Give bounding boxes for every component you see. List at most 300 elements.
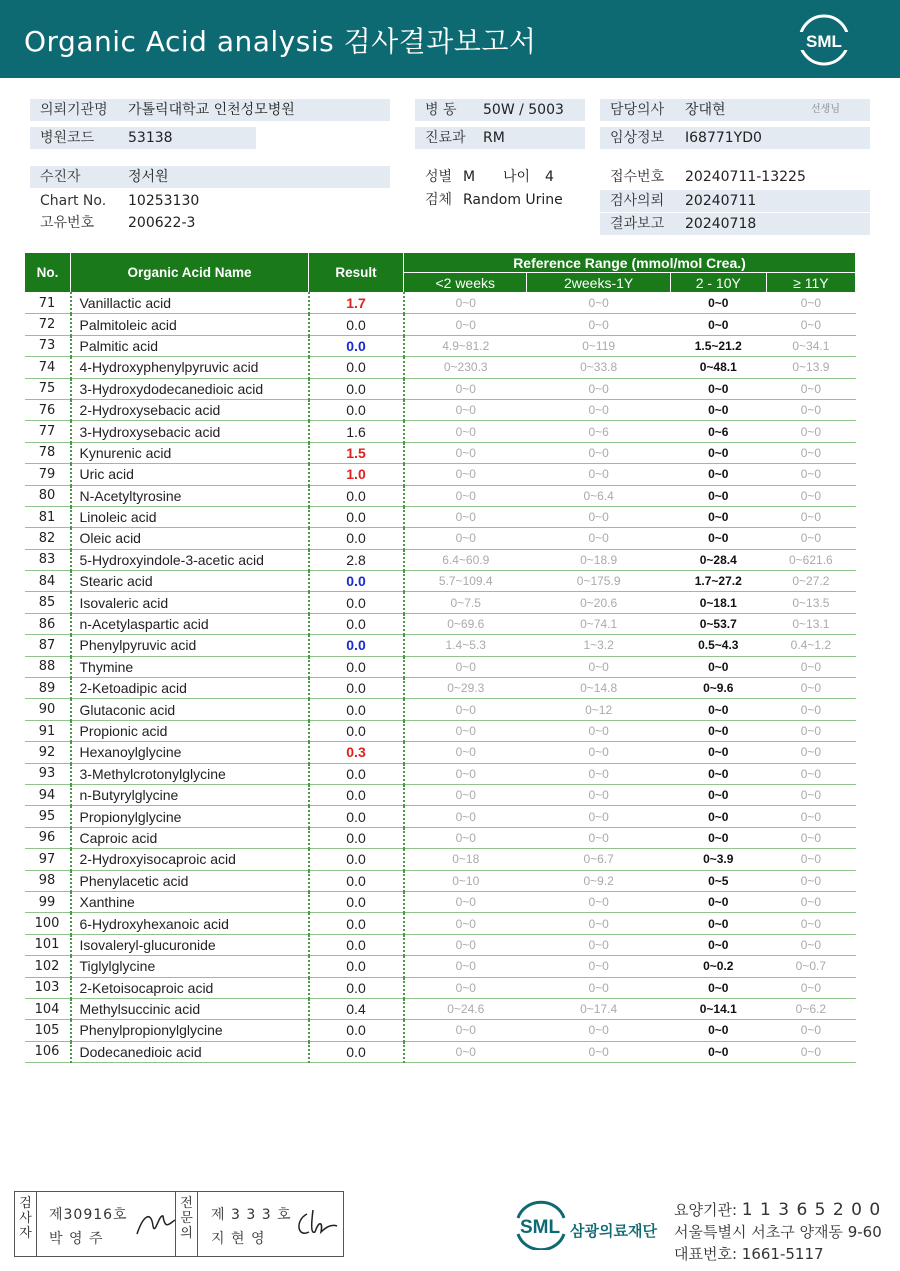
- row-no: 94: [25, 784, 71, 805]
- row-acid-name: Dodecanedioic acid: [71, 1041, 309, 1062]
- sex-age-row: 성별 M 나이 4: [415, 166, 585, 188]
- report-header: [0, 0, 900, 78]
- table-row: [25, 442, 856, 463]
- row-no: 72: [25, 314, 71, 335]
- row-no: 103: [25, 977, 71, 998]
- ref-under-2-weeks: 0~0: [404, 934, 527, 955]
- ref-2weeks-1y: 0~0: [527, 1041, 670, 1062]
- ref-11y-plus: 0~0: [766, 678, 855, 699]
- specimen-row: 검체 Random Urine: [415, 189, 585, 211]
- row-acid-name: Propionic acid: [71, 720, 309, 741]
- table-row: [25, 1041, 856, 1062]
- tester-label: 검 사 자: [15, 1192, 37, 1256]
- ref-2weeks-1y: 0~0: [527, 442, 670, 463]
- row-result: 0.0: [309, 485, 404, 506]
- row-no: 79: [25, 464, 71, 485]
- row-result: 0.0: [309, 1020, 404, 1041]
- ref-11y-plus: 0~0: [766, 378, 855, 399]
- hospital-code-row: 병원코드 53138: [30, 127, 256, 149]
- patient-name: 정서원: [128, 169, 169, 185]
- ref-under-2-weeks: 0~0: [404, 528, 527, 549]
- ref-2-10y: 0~0: [670, 378, 766, 399]
- ref-2weeks-1y: 0~0: [527, 720, 670, 741]
- ref-under-2-weeks: 0~10: [404, 870, 527, 891]
- ref-under-2-weeks: 0~0: [404, 293, 527, 314]
- ref-2-10y: 0~0: [670, 742, 766, 763]
- row-no: 76: [25, 399, 71, 420]
- doctor-row: 담당의사 장대현 선생님: [600, 99, 870, 121]
- row-no: 91: [25, 720, 71, 741]
- signature-box: [14, 1191, 344, 1257]
- ref-2weeks-1y: 0~0: [527, 913, 670, 934]
- ref-11y-plus: 0~34.1: [766, 335, 855, 356]
- table-row: [25, 635, 856, 656]
- row-no: 97: [25, 849, 71, 870]
- row-acid-name: Oleic acid: [71, 528, 309, 549]
- dept-value: RM: [483, 130, 505, 146]
- row-result: 0.0: [309, 806, 404, 827]
- ref-11y-plus: 0~0: [766, 399, 855, 420]
- col-reference-range: Reference Range (mmol/mol Crea.): [404, 253, 856, 273]
- ref-2-10y: 1.5~21.2: [670, 335, 766, 356]
- chart-number: 10253130: [128, 193, 200, 209]
- ref-under-2-weeks: 0~0: [404, 956, 527, 977]
- row-no: 78: [25, 442, 71, 463]
- row-result: 1.7: [309, 293, 404, 314]
- ref-under-2-weeks: 0~0: [404, 1020, 527, 1041]
- row-result: 2.8: [309, 549, 404, 570]
- col-2weeks-1y: 2weeks-1Y: [527, 273, 670, 293]
- row-acid-name: 5-Hydroxyindole-3-acetic acid: [71, 549, 309, 570]
- ref-2-10y: 0~5: [670, 870, 766, 891]
- row-acid-name: n-Butyrylglycine: [71, 784, 309, 805]
- ref-2-10y: 0~6: [670, 421, 766, 442]
- ref-2weeks-1y: 0~0: [527, 977, 670, 998]
- ref-11y-plus: 0~0: [766, 913, 855, 934]
- row-acid-name: Xanthine: [71, 891, 309, 912]
- row-result: 0.0: [309, 335, 404, 356]
- ref-11y-plus: 0~0: [766, 784, 855, 805]
- row-result: 0.0: [309, 784, 404, 805]
- row-no: 106: [25, 1041, 71, 1062]
- col-no: No.: [25, 253, 71, 293]
- ref-under-2-weeks: 0~0: [404, 442, 527, 463]
- specialist-license: 제 3 3 3 호: [211, 1207, 292, 1223]
- ref-2-10y: 0~0: [670, 934, 766, 955]
- org-name: 삼광의료재단: [570, 1222, 657, 1240]
- row-no: 80: [25, 485, 71, 506]
- tester-license: 제30916호: [49, 1207, 128, 1223]
- ref-2weeks-1y: 0~0: [527, 784, 670, 805]
- ref-2weeks-1y: 0~0: [527, 656, 670, 677]
- row-acid-name: Caproic acid: [71, 827, 309, 848]
- row-acid-name: Phenylpyruvic acid: [71, 635, 309, 656]
- ref-under-2-weeks: 0~0: [404, 977, 527, 998]
- row-result: 0.0: [309, 699, 404, 720]
- table-row: [25, 528, 856, 549]
- ref-under-2-weeks: 0~0: [404, 763, 527, 784]
- unique-number: 200622-3: [128, 215, 196, 231]
- ref-2-10y: 0~0: [670, 1020, 766, 1041]
- table-row: [25, 849, 856, 870]
- specimen-value: Random Urine: [463, 192, 563, 208]
- ref-under-2-weeks: 0~0: [404, 891, 527, 912]
- table-row: [25, 784, 856, 805]
- ref-11y-plus: 0~0: [766, 485, 855, 506]
- row-acid-name: Isovaleric acid: [71, 592, 309, 613]
- row-acid-name: Palmitoleic acid: [71, 314, 309, 335]
- table-row: [25, 763, 856, 784]
- row-acid-name: Vanillactic acid: [71, 293, 309, 314]
- row-no: 99: [25, 891, 71, 912]
- report-row: 결과보고 20240718: [600, 213, 870, 235]
- ref-2weeks-1y: 0~0: [527, 314, 670, 335]
- row-result: 0.0: [309, 977, 404, 998]
- ref-2weeks-1y: 0~0: [527, 506, 670, 527]
- ref-2-10y: 0~0: [670, 399, 766, 420]
- table-row: [25, 1020, 856, 1041]
- ref-11y-plus: 0~6.2: [766, 998, 855, 1019]
- sml-footer-logo-text: SML: [519, 1217, 561, 1238]
- receipt-number: 20240711-13225: [685, 169, 806, 185]
- table-row: [25, 592, 856, 613]
- ref-2-10y: 0~0: [670, 891, 766, 912]
- ref-2weeks-1y: 0~14.8: [527, 678, 670, 699]
- row-no: 89: [25, 678, 71, 699]
- ref-11y-plus: 0~0: [766, 977, 855, 998]
- ref-2weeks-1y: 0~0: [527, 763, 670, 784]
- org-address: 서울특별시 서초구 양재동 9-60: [674, 1223, 882, 1241]
- table-row: [25, 956, 856, 977]
- ref-2-10y: 0~0.2: [670, 956, 766, 977]
- ref-11y-plus: 0~0: [766, 827, 855, 848]
- ref-under-2-weeks: 6.4~60.9: [404, 549, 527, 570]
- row-result: 0.0: [309, 399, 404, 420]
- table-row: [25, 913, 856, 934]
- ref-under-2-weeks: 0~0: [404, 806, 527, 827]
- row-acid-name: Phenylpropionylglycine: [71, 1020, 309, 1041]
- row-no: 96: [25, 827, 71, 848]
- row-result: 0.0: [309, 763, 404, 784]
- row-result: 0.0: [309, 656, 404, 677]
- ref-2weeks-1y: 0~12: [527, 699, 670, 720]
- row-acid-name: 2-Ketoisocaproic acid: [71, 977, 309, 998]
- ref-2-10y: 0~3.9: [670, 849, 766, 870]
- row-no: 93: [25, 763, 71, 784]
- col-name: Organic Acid Name: [71, 253, 309, 293]
- table-row: [25, 421, 856, 442]
- ref-2-10y: 0~28.4: [670, 549, 766, 570]
- col-11y-plus: ≥ 11Y: [766, 273, 855, 293]
- ref-2-10y: 0~0: [670, 806, 766, 827]
- row-result: 0.0: [309, 571, 404, 592]
- ref-2weeks-1y: 0~0: [527, 464, 670, 485]
- ref-2-10y: 0~0: [670, 464, 766, 485]
- ref-11y-plus: 0~0: [766, 656, 855, 677]
- ref-under-2-weeks: 0~0: [404, 314, 527, 335]
- ward-row: 병 동 50W / 5003: [415, 99, 585, 121]
- ref-11y-plus: 0.4~1.2: [766, 635, 855, 656]
- row-result: 0.0: [309, 891, 404, 912]
- row-no: 71: [25, 293, 71, 314]
- ref-2-10y: 0.5~4.3: [670, 635, 766, 656]
- ref-2weeks-1y: 0~0: [527, 1020, 670, 1041]
- row-no: 100: [25, 913, 71, 934]
- row-result: 0.0: [309, 678, 404, 699]
- table-row: [25, 977, 856, 998]
- sml-logo-icon: [796, 12, 852, 68]
- row-result: 0.0: [309, 378, 404, 399]
- row-result: 0.0: [309, 934, 404, 955]
- report-title: Organic Acid analysis 검사결과보고서: [24, 25, 537, 58]
- chart-row: Chart No. 10253130: [30, 190, 390, 212]
- row-result: 0.0: [309, 720, 404, 741]
- table-row: [25, 806, 856, 827]
- row-result: 0.0: [309, 913, 404, 934]
- table-row: [25, 742, 856, 763]
- row-acid-name: Phenylacetic acid: [71, 870, 309, 891]
- ref-under-2-weeks: 0~0: [404, 742, 527, 763]
- row-result: 0.0: [309, 849, 404, 870]
- ref-under-2-weeks: 0~0: [404, 485, 527, 506]
- receipt-row: 접수번호 20240711-13225: [600, 166, 870, 188]
- ref-11y-plus: 0~0: [766, 934, 855, 955]
- ref-2weeks-1y: 0~9.2: [527, 870, 670, 891]
- ref-2weeks-1y: 0~175.9: [527, 571, 670, 592]
- ref-2-10y: 0~0: [670, 763, 766, 784]
- institution-value: 가톨릭대학교 인천성모병원: [128, 102, 295, 118]
- ref-2weeks-1y: 0~0: [527, 891, 670, 912]
- ref-2weeks-1y: 0~6.4: [527, 485, 670, 506]
- table-row: [25, 399, 856, 420]
- ref-under-2-weeks: 0~0: [404, 656, 527, 677]
- clinical-row: 임상정보 I68771YD0: [600, 127, 870, 149]
- row-acid-name: 2-Hydroxysebacic acid: [71, 399, 309, 420]
- tester-name: 박 영 주: [49, 1231, 104, 1247]
- row-acid-name: Tiglylglycine: [71, 956, 309, 977]
- doctor-name: 장대현: [685, 102, 726, 118]
- row-acid-name: 4-Hydroxyphenylpyruvic acid: [71, 357, 309, 378]
- patient-row: 수진자 정서원: [30, 166, 390, 188]
- table-row: [25, 656, 856, 677]
- ref-11y-plus: 0~0: [766, 870, 855, 891]
- report-date: 20240718: [685, 216, 757, 232]
- row-acid-name: Palmitic acid: [71, 335, 309, 356]
- ref-11y-plus: 0~621.6: [766, 549, 855, 570]
- ref-2weeks-1y: 0~0: [527, 378, 670, 399]
- table-row: [25, 998, 856, 1019]
- row-acid-name: Kynurenic acid: [71, 442, 309, 463]
- ref-11y-plus: 0~0: [766, 806, 855, 827]
- ref-11y-plus: 0~0: [766, 720, 855, 741]
- ref-under-2-weeks: 0~230.3: [404, 357, 527, 378]
- dept-row: 진료과 RM: [415, 127, 585, 149]
- sml-logo-text: SML: [806, 32, 842, 51]
- ref-under-2-weeks: 0~0: [404, 421, 527, 442]
- row-no: 88: [25, 656, 71, 677]
- ref-2-10y: 0~0: [670, 528, 766, 549]
- ref-11y-plus: 0~0: [766, 742, 855, 763]
- table-row: [25, 335, 856, 356]
- table-row: [25, 464, 856, 485]
- ref-2-10y: 0~0: [670, 485, 766, 506]
- ref-2weeks-1y: 0~119: [527, 335, 670, 356]
- row-acid-name: Linoleic acid: [71, 506, 309, 527]
- row-result: 0.0: [309, 635, 404, 656]
- ref-2weeks-1y: 0~0: [527, 934, 670, 955]
- ref-11y-plus: 0~0: [766, 464, 855, 485]
- row-no: 85: [25, 592, 71, 613]
- ref-2-10y: 0~0: [670, 656, 766, 677]
- table-row: [25, 870, 856, 891]
- row-acid-name: n-Acetylaspartic acid: [71, 613, 309, 634]
- row-no: 83: [25, 549, 71, 570]
- ref-2weeks-1y: 0~0: [527, 399, 670, 420]
- table-row: [25, 485, 856, 506]
- ref-11y-plus: 0~0: [766, 849, 855, 870]
- ref-11y-plus: 0~0: [766, 891, 855, 912]
- table-row: [25, 699, 856, 720]
- request-date: 20240711: [685, 193, 757, 209]
- col-2-10y: 2 - 10Y: [670, 273, 766, 293]
- ref-2weeks-1y: 0~0: [527, 956, 670, 977]
- row-acid-name: 6-Hydroxyhexanoic acid: [71, 913, 309, 934]
- ref-2weeks-1y: 0~6: [527, 421, 670, 442]
- facility-code: 요양기관: 1 1 3 6 5 2 0 0: [674, 1200, 882, 1220]
- row-acid-name: Uric acid: [71, 464, 309, 485]
- row-acid-name: 3-Hydroxysebacic acid: [71, 421, 309, 442]
- table-row: [25, 720, 856, 741]
- ref-11y-plus: 0~0: [766, 763, 855, 784]
- row-acid-name: Glutaconic acid: [71, 699, 309, 720]
- specialist-signature-icon: [293, 1206, 339, 1240]
- row-acid-name: Thymine: [71, 656, 309, 677]
- ref-2weeks-1y: 0~17.4: [527, 998, 670, 1019]
- row-no: 86: [25, 613, 71, 634]
- table-row: [25, 378, 856, 399]
- row-no: 105: [25, 1020, 71, 1041]
- row-no: 104: [25, 998, 71, 1019]
- specialist-name: 지 현 영: [211, 1231, 266, 1247]
- row-no: 90: [25, 699, 71, 720]
- ref-11y-plus: 0~0: [766, 1020, 855, 1041]
- table-row: [25, 613, 856, 634]
- org-phone: 대표번호: 1661-5117: [674, 1245, 824, 1263]
- row-acid-name: N-Acetyltyrosine: [71, 485, 309, 506]
- row-result: 0.4: [309, 998, 404, 1019]
- ref-under-2-weeks: 0~0: [404, 464, 527, 485]
- ref-2weeks-1y: 1~3.2: [527, 635, 670, 656]
- row-acid-name: Propionylglycine: [71, 806, 309, 827]
- ref-under-2-weeks: 0~24.6: [404, 998, 527, 1019]
- ref-2-10y: 0~14.1: [670, 998, 766, 1019]
- results-table: [24, 252, 856, 1063]
- row-no: 98: [25, 870, 71, 891]
- row-no: 92: [25, 742, 71, 763]
- ref-11y-plus: 0~0: [766, 699, 855, 720]
- row-acid-name: 3-Hydroxydodecanedioic acid: [71, 378, 309, 399]
- row-no: 74: [25, 357, 71, 378]
- ref-under-2-weeks: 0~0: [404, 913, 527, 934]
- row-acid-name: Isovaleryl-glucuronide: [71, 934, 309, 955]
- row-result: 0.0: [309, 357, 404, 378]
- row-acid-name: Methylsuccinic acid: [71, 998, 309, 1019]
- row-no: 84: [25, 571, 71, 592]
- tester-signature-icon: [133, 1206, 177, 1240]
- specialist-label: 전 문 의: [176, 1192, 198, 1256]
- ref-11y-plus: 0~0: [766, 1041, 855, 1062]
- row-acid-name: Stearic acid: [71, 571, 309, 592]
- row-result: 0.0: [309, 1041, 404, 1062]
- ref-2-10y: 1.7~27.2: [670, 571, 766, 592]
- ref-under-2-weeks: 0~0: [404, 784, 527, 805]
- ref-11y-plus: 0~0: [766, 293, 855, 314]
- row-no: 95: [25, 806, 71, 827]
- ref-2-10y: 0~18.1: [670, 592, 766, 613]
- hospital-code-value: 53138: [128, 130, 173, 146]
- ref-2-10y: 0~0: [670, 1041, 766, 1062]
- row-result: 0.0: [309, 314, 404, 335]
- row-result: 0.0: [309, 956, 404, 977]
- ref-under-2-weeks: 0~7.5: [404, 592, 527, 613]
- table-row: [25, 827, 856, 848]
- ref-2-10y: 0~48.1: [670, 357, 766, 378]
- row-result: 0.0: [309, 506, 404, 527]
- ref-2weeks-1y: 0~33.8: [527, 357, 670, 378]
- row-no: 87: [25, 635, 71, 656]
- ref-11y-plus: 0~13.9: [766, 357, 855, 378]
- row-result: 1.5: [309, 442, 404, 463]
- ref-2weeks-1y: 0~0: [527, 293, 670, 314]
- ref-under-2-weeks: 4.9~81.2: [404, 335, 527, 356]
- ref-2weeks-1y: 0~20.6: [527, 592, 670, 613]
- row-result: 1.0: [309, 464, 404, 485]
- ref-11y-plus: 0~13.1: [766, 613, 855, 634]
- request-row: 검사의뢰 20240711: [600, 190, 870, 212]
- ref-2-10y: 0~0: [670, 506, 766, 527]
- row-acid-name: Hexanoylglycine: [71, 742, 309, 763]
- ref-under-2-weeks: 0~18: [404, 849, 527, 870]
- table-row: [25, 891, 856, 912]
- ref-2-10y: 0~0: [670, 784, 766, 805]
- ref-2-10y: 0~0: [670, 442, 766, 463]
- row-no: 77: [25, 421, 71, 442]
- ref-2-10y: 0~0: [670, 827, 766, 848]
- ref-2-10y: 0~0: [670, 913, 766, 934]
- ref-2weeks-1y: 0~0: [527, 528, 670, 549]
- clinical-value: I68771YD0: [685, 130, 762, 146]
- ref-2-10y: 0~53.7: [670, 613, 766, 634]
- ref-under-2-weeks: 0~69.6: [404, 613, 527, 634]
- ref-under-2-weeks: 0~0: [404, 699, 527, 720]
- ref-under-2-weeks: 0~29.3: [404, 678, 527, 699]
- row-no: 102: [25, 956, 71, 977]
- ref-under-2-weeks: 0~0: [404, 720, 527, 741]
- ref-2weeks-1y: 0~0: [527, 827, 670, 848]
- ref-under-2-weeks: 0~0: [404, 827, 527, 848]
- ref-2weeks-1y: 0~0: [527, 806, 670, 827]
- table-row: [25, 678, 856, 699]
- row-no: 82: [25, 528, 71, 549]
- unique-row: 고유번호 200622-3: [30, 212, 390, 234]
- ref-under-2-weeks: 1.4~5.3: [404, 635, 527, 656]
- age-value: 4: [545, 169, 554, 185]
- table-row: [25, 314, 856, 335]
- table-row: [25, 549, 856, 570]
- row-result: 0.0: [309, 528, 404, 549]
- col-result: Result: [309, 253, 404, 293]
- ref-under-2-weeks: 0~0: [404, 399, 527, 420]
